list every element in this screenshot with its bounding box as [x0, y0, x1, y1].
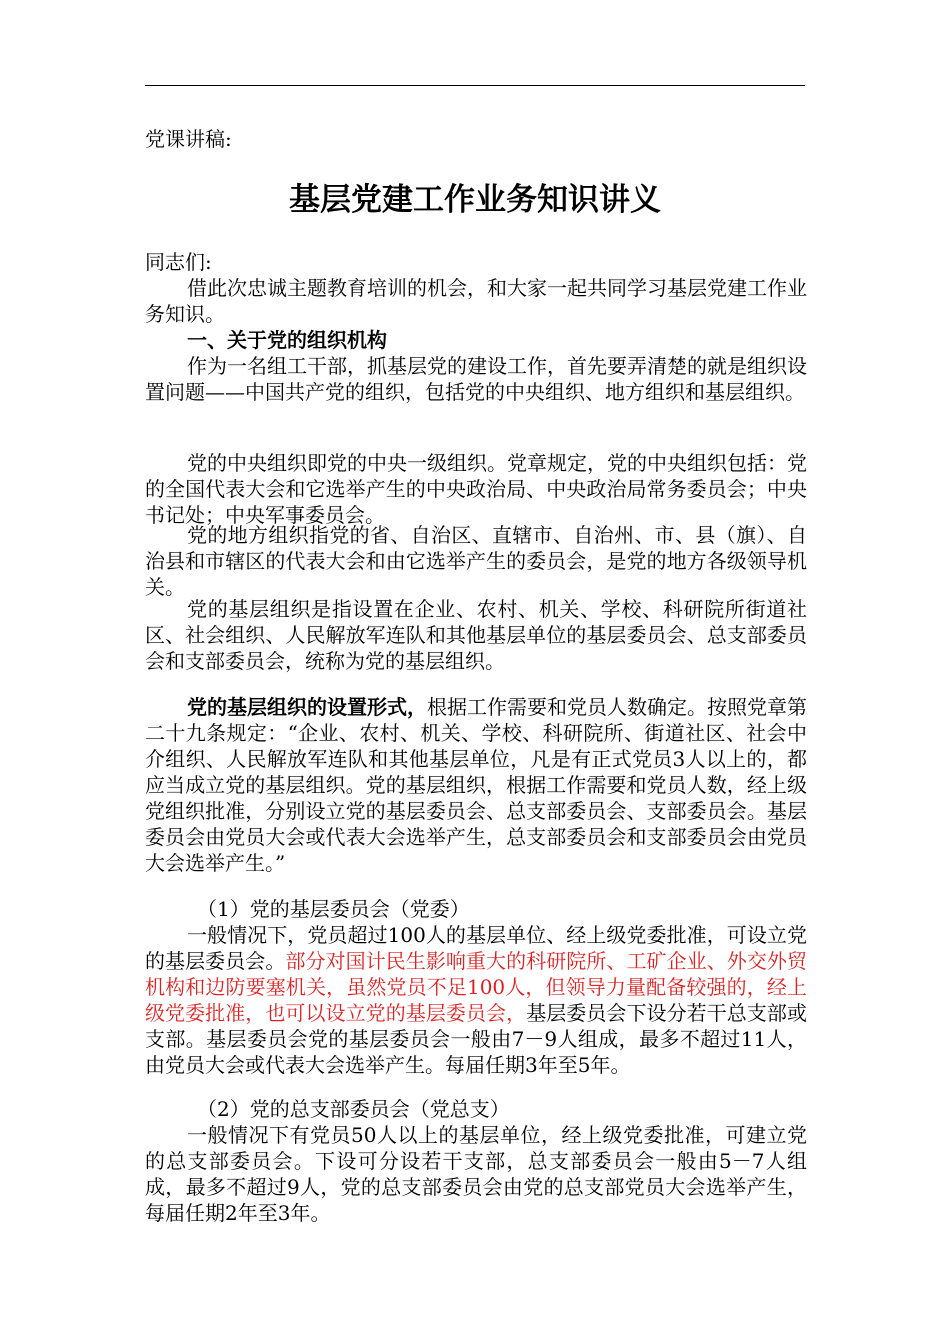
paragraph-1: 作为一名组工干部，抓基层党的建设工作，首先要弄清楚的就是组织设置问题——中国共产党的组织，包括党的中央组织、地方组织和基层组织。: [145, 354, 807, 404]
paragraph-3: 党的地方组织指党的省、自治区、直辖市、自治州、市、县（旗）、自治县和市辖区的代表大会和由它选举产生的委员会，是党的地方各级领导机关。: [145, 523, 807, 599]
section-heading: 一、关于党的组织机构: [187, 328, 387, 352]
intro-paragraph: 借此次忠诚主题教育培训的机会，和大家一起共同学习基层党建工作业务知识。: [145, 276, 807, 326]
paragraph-2: 党的中央组织即党的中央一级组织。党章规定，党的中央组织包括：党的全国代表大会和它选举产生的中央政治局、中央政治局常务委员会；中央书记处；中央军事委员会。: [145, 451, 807, 527]
subheading-2: （2）党的总支部委员会（党总支）: [197, 1097, 510, 1121]
subheading-1: （1）党的基层委员会（党委）: [197, 897, 470, 921]
paragraph-4: 党的基层组织是指设置在企业、农村、机关、学校、科研院所街道社区、社会组织、人民解放军连队和其他基层单位的基层委员会、总支部委员会和支部委员会，统称为党的基层组织。: [145, 597, 807, 673]
paragraph-7: 一般情况下有党员50人以上的基层单位，经上级党委批准，可建立党的总支部委员会。下设可分设若干支部，总支部委员会一般由5－7人组成，最多不超过9人，党的总支部委员会由党的总支部党员大会选举产生，每届任期2年至3年。: [145, 1123, 807, 1225]
paragraph-5-body: 根据工作需要和党员人数确定。按照党章第二十九条规定：“企业、农村、机关、学校、科研院所、街道社区、社会中介组织、人民解放军连队和其他基层单位，凡是有正式党员3人以上的，都应当成立党的基层组织。党的基层组织，根据工作需要和党员人数，经上级党组织批准，分别设立党的基层委员会、总支部委员会、支部委员会。基层委员会由党员大会或代表大会选举产生，总支部委员会和支部委员会由党员大会选举产生。”: [145, 695, 807, 875]
paragraph-6-end: 基层委员会下设分若干总支部或支部。基层委员会党的基层委员会一般由7－9人组成，最多不超过11人，由党员大会或代表大会选举产生。每届任期3年至5年。: [145, 1001, 807, 1077]
doc-title: 基层党建工作业务知识讲义: [289, 182, 661, 218]
paragraph-5-lead: 党的基层组织的设置形式，: [187, 695, 427, 719]
header-rule: [145, 85, 805, 86]
paragraph-6: [145, 922, 807, 1078]
doc-label: 党课讲稿:: [145, 127, 232, 151]
paragraph-6-highlight: 部分对国计民生影响重大的科研院所、工矿企业、外交外贸机构和边防要塞机关，虽然党员不足100人，但领导力量配备较强的，经上级党委批准，也可以设立党的基层委员会，: [145, 949, 807, 1025]
greeting: 同志们:: [145, 250, 212, 274]
paragraph-5: [145, 694, 807, 876]
paragraph-6-start: 一般情况下，党员超过100人的基层单位、经上级党委批准，可设立党的基层委员会。: [145, 923, 807, 973]
